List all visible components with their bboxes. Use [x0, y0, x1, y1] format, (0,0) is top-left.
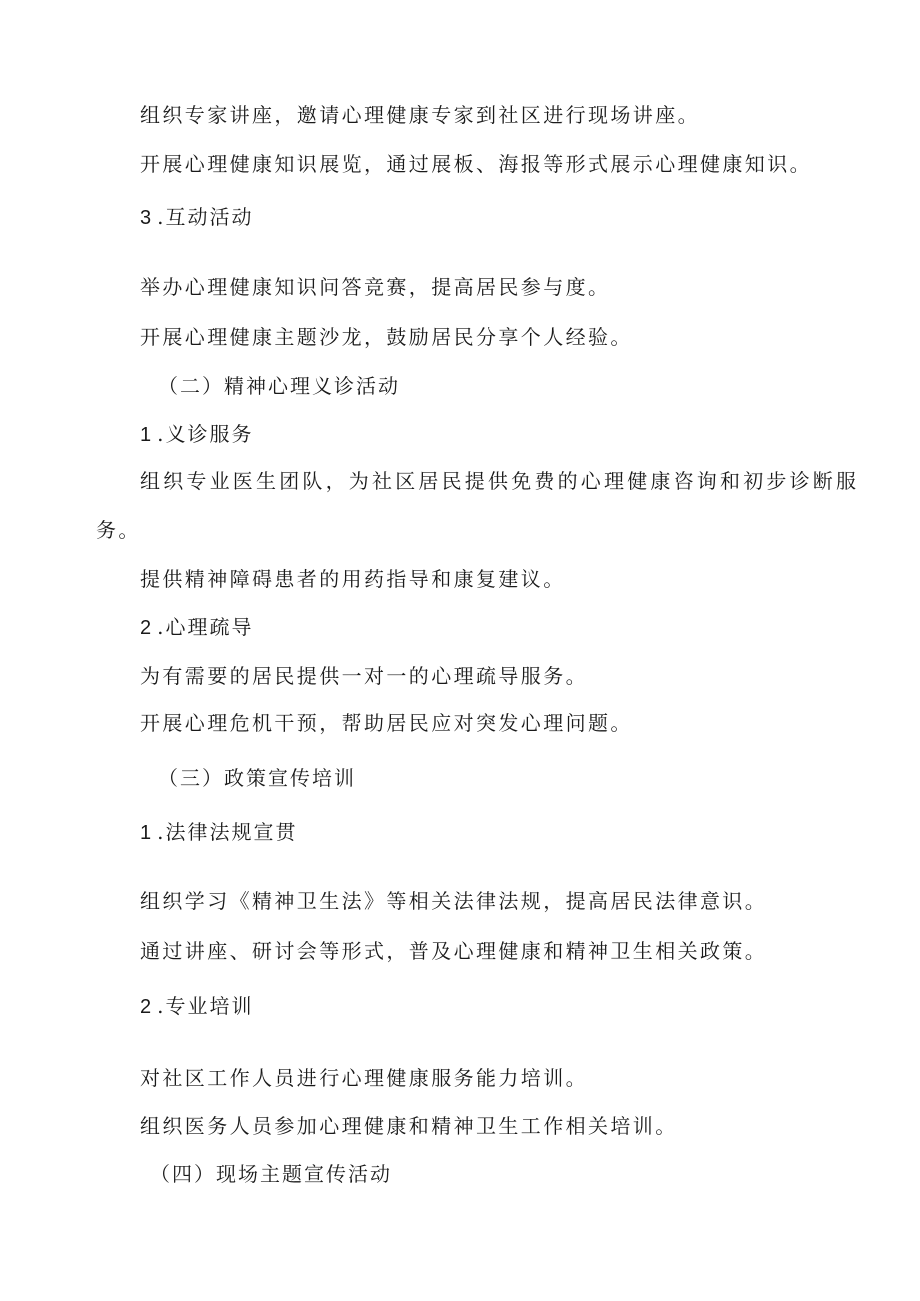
- section-title: .义诊服务: [157, 422, 254, 446]
- section-heading: [140, 613, 253, 642]
- section-number: 2: [140, 996, 152, 1018]
- section-heading: [140, 992, 253, 1021]
- paragraph: [140, 467, 859, 495]
- chapter-title: （四）现场主题宣传活动: [150, 1162, 392, 1186]
- section-title: .互动活动: [157, 205, 254, 229]
- chapter-heading: [158, 764, 356, 792]
- paragraph-text: 组织专家讲座，邀请心理健康专家到社区进行现场讲座。: [140, 103, 700, 127]
- paragraph-text: 提供精神障碍患者的用药指导和康复建议。: [140, 567, 566, 591]
- paragraph: [140, 273, 610, 301]
- section-heading: [140, 818, 297, 847]
- paragraph-text: 开展心理健康知识展览，通过展板、海报等形式展示心理健康知识。: [140, 152, 812, 176]
- section-heading: [140, 420, 253, 449]
- paragraph: [140, 709, 633, 737]
- chapter-heading: [158, 372, 400, 400]
- paragraph: [140, 887, 767, 915]
- section-number: 2: [140, 617, 152, 639]
- chapter-title: （二）精神心理义诊活动: [158, 374, 400, 398]
- section-number: 1: [140, 822, 152, 844]
- paragraph: [140, 662, 588, 690]
- paragraph: [140, 1064, 588, 1092]
- section-title: .专业培训: [157, 994, 254, 1018]
- paragraph: [140, 1112, 678, 1140]
- paragraph-text: 开展心理危机干预，帮助居民应对突发心理问题。: [140, 711, 633, 735]
- paragraph: [140, 150, 812, 178]
- paragraph-text: 为有需要的居民提供一对一的心理疏导服务。: [140, 664, 588, 688]
- paragraph-text: 开展心理健康主题沙龙，鼓励居民分享个人经验。: [140, 325, 633, 349]
- paragraph: [140, 565, 566, 593]
- paragraph-text: 务。: [96, 518, 141, 542]
- chapter-title: （三）政策宣传培训: [158, 766, 356, 790]
- paragraph: [140, 323, 633, 351]
- paragraph: [140, 101, 700, 129]
- paragraph-text: 组织学习《精神卫生法》等相关法律法规，提高居民法律意识。: [140, 889, 768, 913]
- paragraph-text: 对社区工作人员进行心理健康服务能力培训。: [140, 1066, 588, 1090]
- section-heading: [140, 203, 253, 232]
- paragraph-continuation: [96, 516, 141, 544]
- paragraph-text: 组织专业医生团队，为社区居民提供免费的心理健康咨询和初步诊断服: [140, 469, 860, 493]
- paragraph-text: 组织医务人员参加心理健康和精神卫生工作相关培训。: [140, 1114, 678, 1138]
- chapter-heading: [150, 1160, 392, 1188]
- paragraph: [140, 937, 767, 965]
- section-number: 3: [140, 207, 152, 229]
- section-title: .心理疏导: [157, 615, 254, 639]
- paragraph-text: 通过讲座、研讨会等形式，普及心理健康和精神卫生相关政策。: [140, 939, 768, 963]
- section-number: 1: [140, 424, 152, 446]
- paragraph-text: 举办心理健康知识问答竞赛，提高居民参与度。: [140, 275, 611, 299]
- section-title: .法律法规宣贯: [157, 820, 298, 844]
